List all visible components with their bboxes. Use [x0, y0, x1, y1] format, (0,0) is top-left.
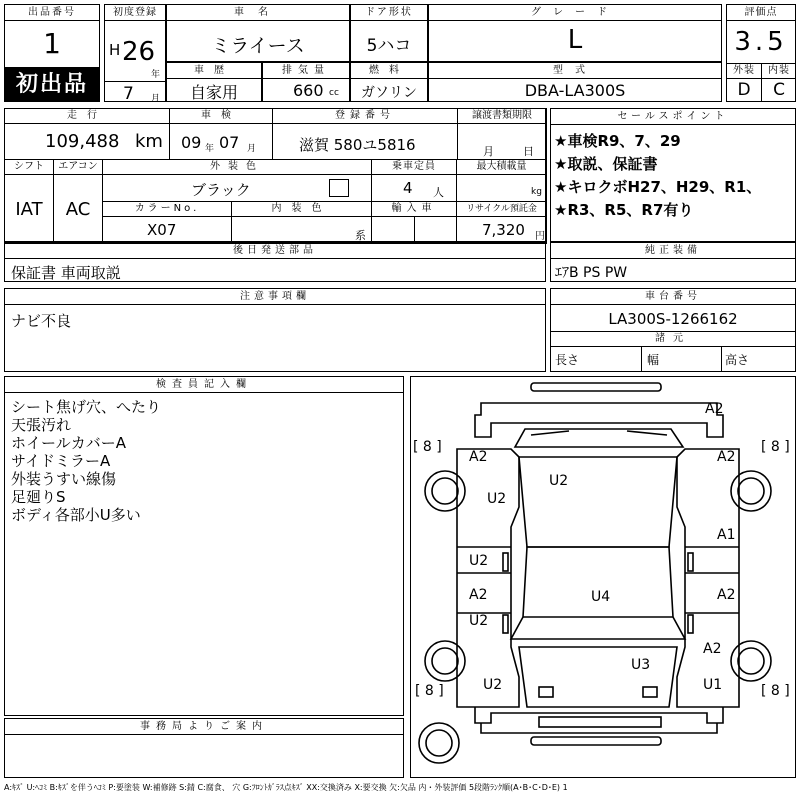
- plate-value: 滋賀 580ユ5816: [299, 136, 416, 154]
- later-parts-title: 後日発送部品: [5, 243, 545, 259]
- shaken-month: 07: [219, 133, 240, 152]
- damage-label: A2: [717, 449, 736, 465]
- displacement-value: 660: [293, 81, 324, 100]
- inspector-line: サイドミラーA: [11, 452, 111, 470]
- sales-points-box: [550, 108, 796, 242]
- score-value: 3.5: [734, 27, 788, 57]
- inspector-title: 検査員記入欄: [5, 377, 403, 393]
- lot-label: 出品番号: [5, 5, 99, 21]
- notes-title: 注意事項欄: [5, 289, 545, 305]
- lot-number: 1: [43, 27, 61, 60]
- height-label: 高さ: [725, 353, 750, 367]
- load-unit: kg: [531, 187, 542, 197]
- plate-label: 登録番号: [335, 110, 395, 121]
- damage-label: A1: [717, 527, 736, 543]
- later-parts-value: 保証書 車両取説: [11, 264, 121, 282]
- sales-point-line: ★R3、R5、R7有り: [554, 201, 694, 219]
- registration-divider: [105, 81, 165, 82]
- tire-rear-right: [ 8 ]: [761, 439, 790, 455]
- notes-value: ナビ不良: [11, 312, 72, 330]
- tire-value: 8: [770, 683, 780, 699]
- score-box: [726, 4, 796, 102]
- later-parts-box: [4, 242, 546, 282]
- shift-value: IAT: [15, 199, 43, 220]
- genuine-value: ｴｱB PS PW: [555, 265, 628, 281]
- grade-box: [428, 4, 722, 62]
- mileage-label: 走行: [67, 110, 107, 121]
- interior-color-unit: 系: [355, 229, 366, 242]
- shaken-year: 09: [181, 133, 202, 152]
- damage-label: U2: [549, 473, 569, 489]
- chassis-box: [550, 288, 796, 372]
- door-label: ドア形状: [351, 5, 427, 21]
- registration-month: 7: [123, 84, 134, 104]
- score-label: 評価点: [727, 5, 795, 21]
- lot-box: [4, 4, 100, 102]
- sales-point-line: ★車検R9、7、29: [554, 132, 681, 150]
- damage-label: A2: [705, 401, 724, 417]
- inspector-line: 天張汚れ: [11, 416, 72, 434]
- displacement-label: 排気量: [263, 63, 349, 79]
- damage-label: A2: [703, 641, 722, 657]
- grade-label: グレード: [429, 5, 721, 21]
- load-label: 最大積載量: [476, 161, 527, 172]
- grade-value: L: [567, 25, 583, 55]
- fuel-box: [350, 62, 428, 102]
- shaken-label: 車検: [201, 110, 241, 121]
- spec-col-div-2: [721, 346, 722, 371]
- width-label: 幅: [647, 353, 660, 367]
- car-name-box: [166, 4, 350, 62]
- capacity-unit: 人: [433, 186, 444, 199]
- colorno-label: カラーNo.: [134, 203, 200, 214]
- fuel-label: 燃料: [351, 63, 427, 79]
- tire-value: 8: [770, 439, 780, 455]
- history-value: 自家用: [189, 83, 238, 102]
- capacity-value: 4: [403, 179, 413, 197]
- car-outline-drawing: [411, 377, 795, 777]
- damage-label: U2: [469, 553, 489, 569]
- damage-label: U2: [469, 613, 489, 629]
- sales-point-line: ★取説、保証書: [554, 155, 658, 173]
- history-box: [166, 62, 262, 102]
- genuine-box: [550, 242, 796, 282]
- inspector-line: シート焦げ穴、へたり: [11, 398, 162, 416]
- registration-month-unit: 月: [151, 94, 161, 104]
- office-title: 事務局よりご案内: [5, 719, 403, 735]
- interior-label: 内装: [768, 65, 790, 76]
- model-label: 型式: [429, 63, 721, 79]
- registration-year: 26: [122, 37, 156, 67]
- recycle-label: リサイクル預託金: [466, 204, 537, 214]
- import-cell-a: [371, 216, 415, 244]
- interior-value: C: [773, 80, 785, 100]
- color-label: 外装色: [210, 161, 264, 172]
- first-listing-label: 初出品: [15, 72, 88, 97]
- car-diagram: [410, 376, 796, 778]
- import-label: 輸入車: [391, 203, 437, 214]
- mileage-unit: km: [135, 131, 163, 152]
- interior-color-label: 内装色: [271, 203, 332, 214]
- shaken-year-unit: 年: [205, 144, 215, 154]
- inspector-box: [4, 376, 404, 716]
- color-checkbox: [329, 179, 349, 197]
- spec-title: 諸元: [655, 333, 691, 344]
- inspector-line: ホイールカバーA: [11, 434, 126, 452]
- interior-color-cell: [231, 216, 372, 244]
- registration-box: [104, 4, 166, 102]
- transfer-month: 月: [483, 145, 494, 158]
- damage-label: A2: [469, 449, 488, 465]
- transfer-label: 譲渡書類期限: [472, 110, 532, 121]
- chassis-title: 車台番号: [551, 289, 795, 305]
- damage-label: U2: [483, 677, 503, 693]
- model-box: [428, 62, 722, 102]
- door-box: [350, 4, 428, 62]
- displacement-unit: cc: [329, 88, 339, 98]
- ac-label: エアコン: [58, 161, 98, 172]
- tire-front-left: [ 8 ]: [415, 683, 444, 699]
- damage-label: A2: [717, 587, 736, 603]
- registration-year-unit: 年: [151, 70, 161, 80]
- damage-label: U1: [703, 677, 723, 693]
- tire-front-right: [ 8 ]: [761, 683, 790, 699]
- legend: A:ｷｽﾞ U:ﾍｺﾐ B:ｷｽﾞを伴うﾍｺﾐ P:要塗装 W:補修跡 S:錆 C:腐食、 穴 G:ﾌﾛﾝﾄｶﾞﾗｽ点ｷｽﾞ XX:交換済み X:要交換 欠:欠品 内・外装評価 5段階ﾗﾝｸ順(A･B･C･D･E) 1: [4, 783, 568, 792]
- inspector-line: ボディ各部小U多い: [11, 506, 141, 524]
- inspector-line: 足廻りS: [11, 488, 66, 506]
- history-label: 車歴: [167, 63, 261, 79]
- spec-divider: [551, 346, 795, 347]
- damage-label: U3: [631, 657, 651, 673]
- colorno-value: X07: [147, 221, 177, 239]
- exterior-label: 外装: [733, 65, 755, 76]
- notes-box: [4, 288, 546, 372]
- tire-rear-left: [ 8 ]: [413, 439, 442, 455]
- capacity-cell: [371, 174, 457, 202]
- door-value: 5ハコ: [366, 36, 412, 56]
- shaken-month-unit: 月: [247, 144, 257, 154]
- tire-value: 8: [422, 439, 432, 455]
- damage-label: U2: [487, 491, 507, 507]
- recycle-unit: 円: [535, 231, 545, 242]
- mileage-value: 109,488: [45, 131, 120, 152]
- chassis-value: LA300S-1266162: [608, 310, 738, 328]
- import-cell-b: [414, 216, 457, 244]
- exterior-value: D: [737, 80, 751, 100]
- registration-label: 初度登録: [105, 5, 165, 21]
- registration-era: H: [109, 41, 121, 59]
- office-box: [4, 718, 404, 778]
- recycle-value: 7,320: [482, 221, 525, 239]
- info-table: [4, 108, 546, 242]
- damage-label: A2: [469, 587, 488, 603]
- inspector-line: 外装うすい線傷: [11, 470, 117, 488]
- shift-label: シフト: [14, 161, 44, 172]
- damage-label: U4: [591, 589, 611, 605]
- length-label: 長さ: [555, 353, 580, 367]
- displacement-box: [262, 62, 350, 102]
- color-value: ブラック: [191, 181, 251, 199]
- capacity-label: 乗車定員: [392, 161, 436, 172]
- ac-value: AC: [65, 199, 91, 220]
- transfer-day: 日: [523, 145, 534, 158]
- car-name-label: 車名: [167, 5, 349, 21]
- tire-value: 8: [424, 683, 434, 699]
- spec-col-div-1: [641, 346, 642, 371]
- model-value: DBA-LA300S: [524, 81, 626, 100]
- genuine-title: 純正装備: [551, 243, 795, 259]
- fuel-value: ガソリン: [361, 85, 417, 101]
- sales-points-title: セールスポイント: [551, 109, 795, 125]
- car-name: ミライース: [211, 35, 305, 57]
- sales-point-line: ★キロクボH27、H29、R1、: [554, 178, 762, 196]
